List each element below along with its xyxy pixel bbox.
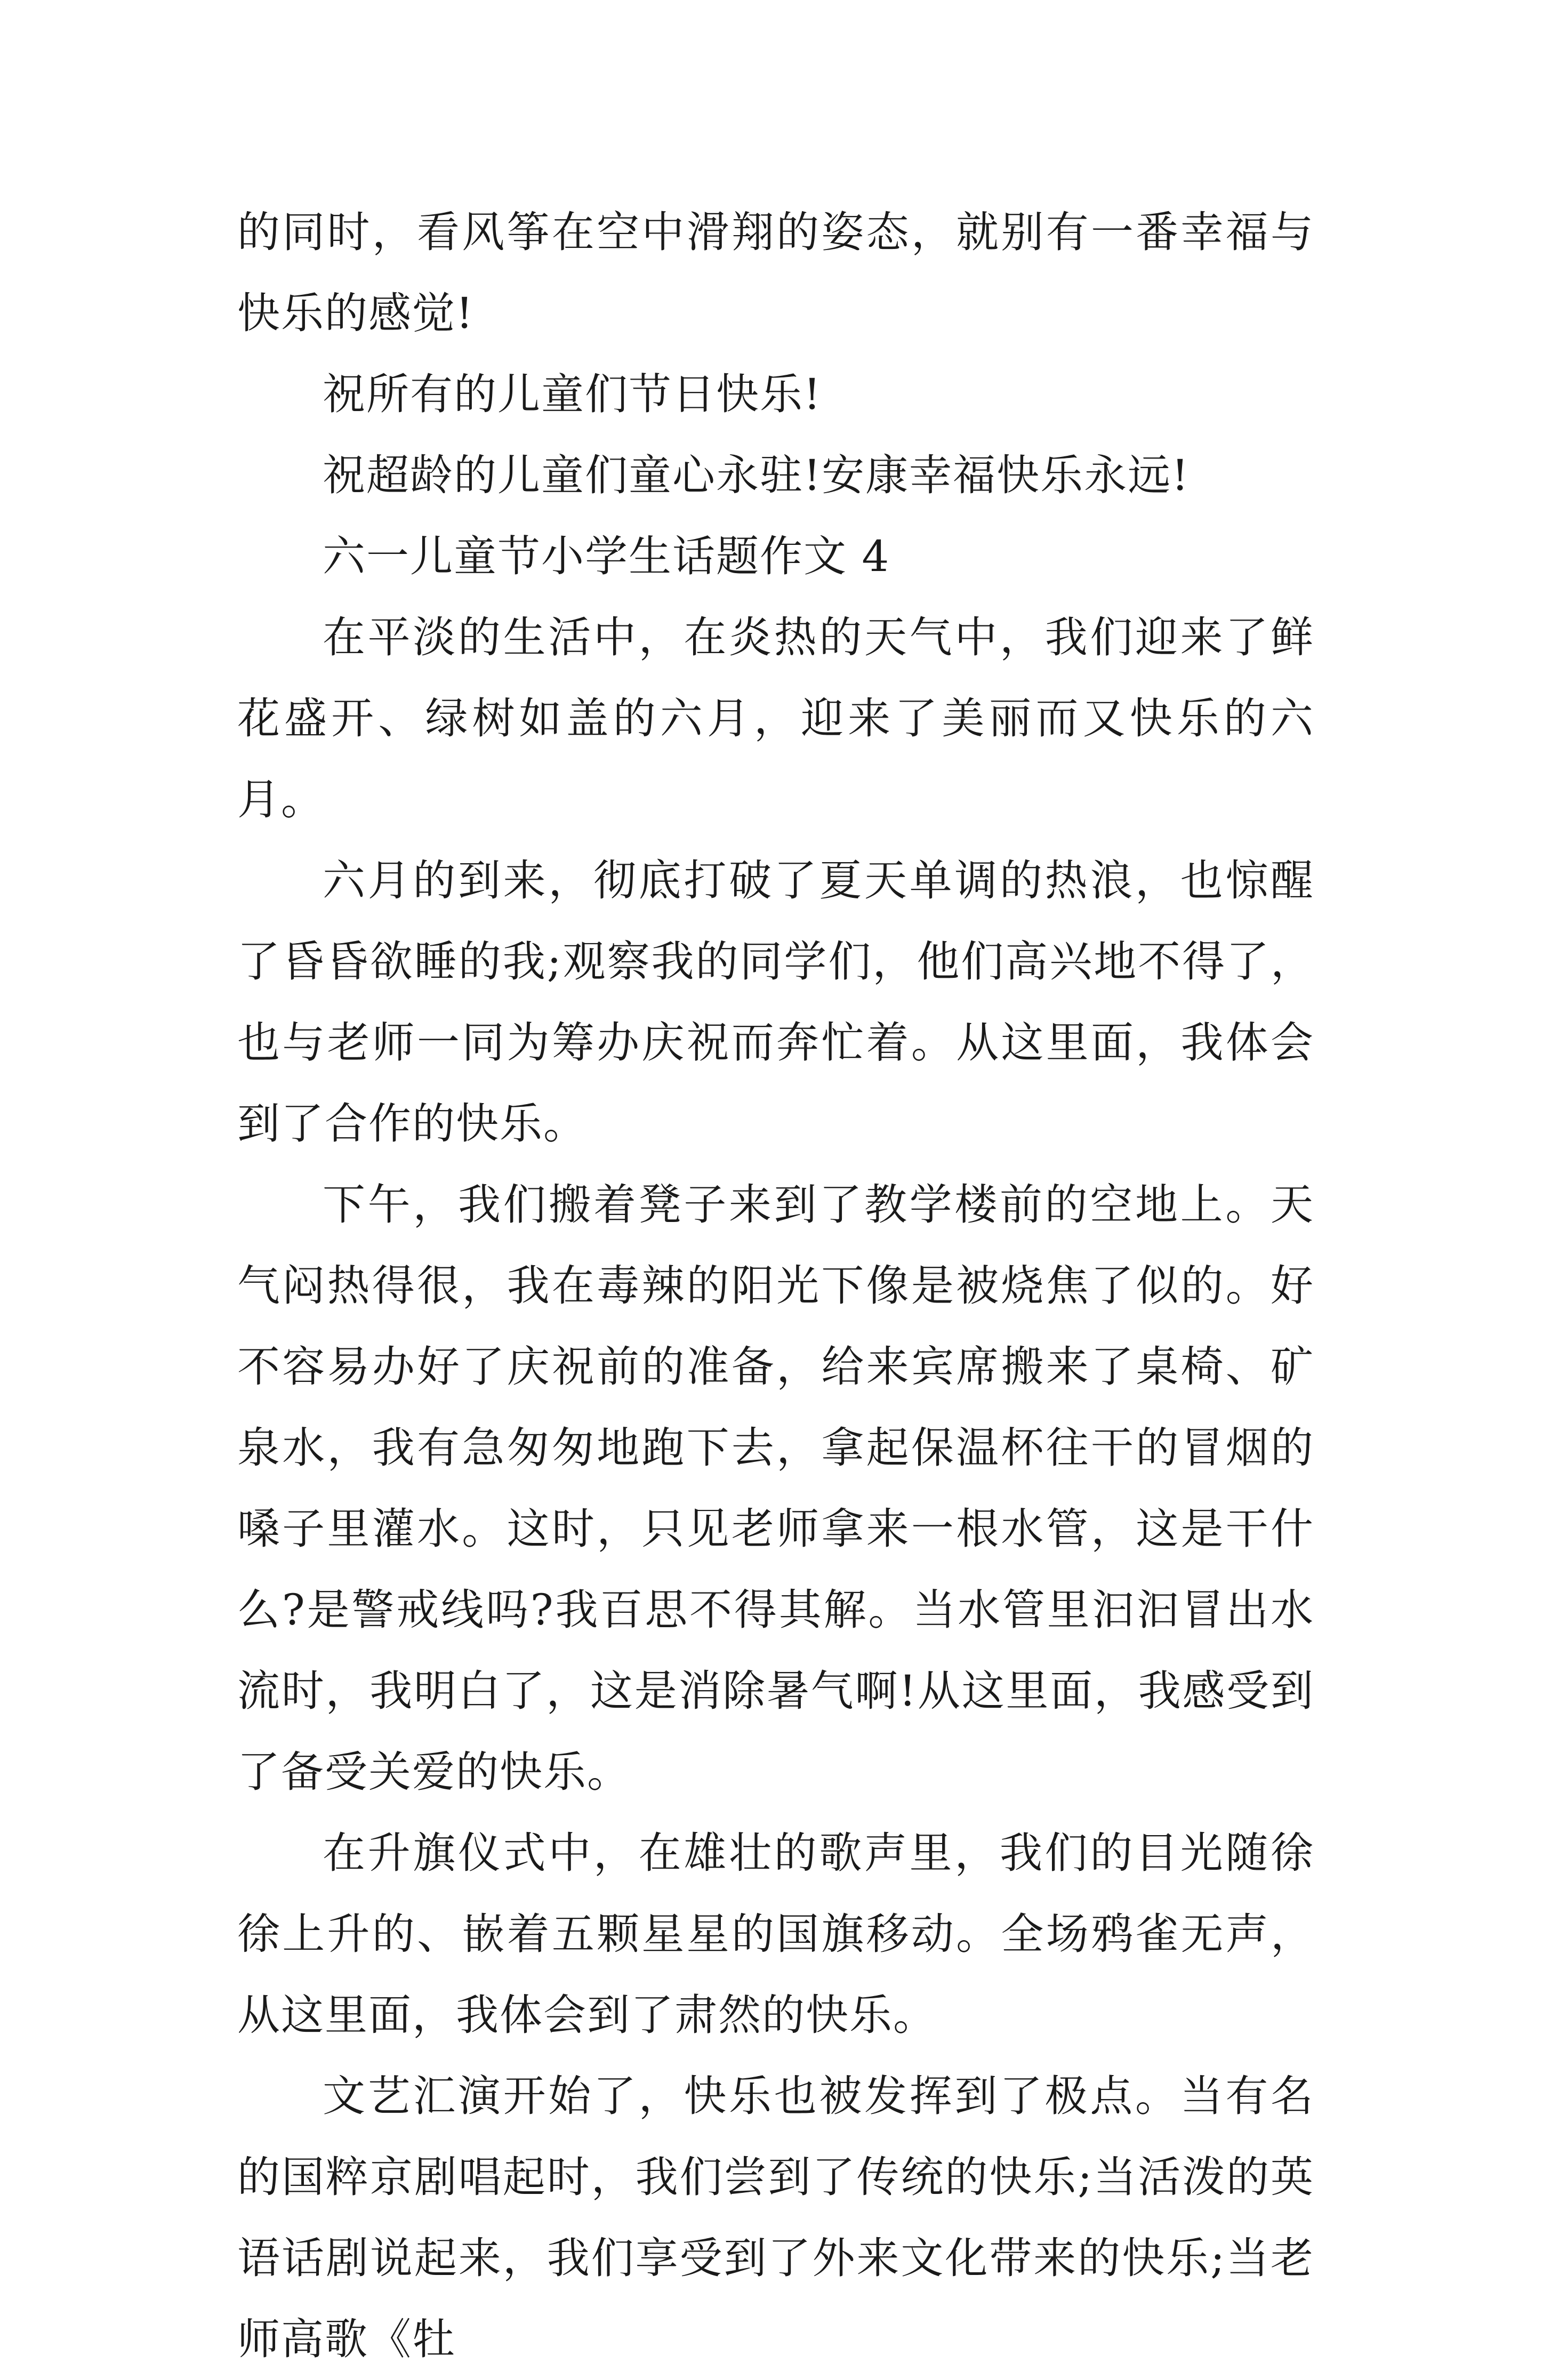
paragraph-wish-children: 祝所有的儿童们节日快乐!: [323, 369, 822, 419]
paragraph-continuation: 的同时，看风筝在空中滑翔的姿态，就别有一番幸福与快乐的感觉!: [237, 207, 1314, 338]
paragraph-intro: 在平淡的生活中，在炎热的天气中，我们迎来了鲜花盛开、绿树如盖的六月，迎来了美丽而又快乐的六月。: [237, 613, 1314, 824]
paragraph-wish-adults: 祝超龄的儿童们童心永驻!安康幸福快乐永远!: [323, 451, 1190, 500]
section-heading: 六一儿童节小学生话题作文 4: [323, 532, 890, 581]
paragraph-june-arrival: 六月的到来，彻底打破了夏天单调的热浪，也惊醒了昏昏欲睡的我;观察我的同学们，他们高兴地不得了，也与老师一同为筹办庆祝而奔忙着。从这里面，我体会到了合作的快乐。: [237, 856, 1314, 1148]
document-body: [237, 192, 1314, 2380]
paragraph-performance: 文艺汇演开始了，快乐也被发挥到了极点。当有名的国粹京剧唱起时，我们尝到了传统的快乐;当活泼的英语话剧说起来，我们享受到了外来文化带来的快乐;当老师高歌《牡: [237, 2071, 1314, 2364]
paragraph-flag-ceremony: 在升旗仪式中，在雄壮的歌声里，我们的目光随徐徐上升的、嵌着五颗星星的国旗移动。全场鸦雀无声，从这里面，我体会到了肃然的快乐。: [237, 1828, 1314, 2040]
paragraph-afternoon: 下午，我们搬着凳子来到了教学楼前的空地上。天气闷热得很，我在毒辣的阳光下像是被烧焦了似的。好不容易办好了庆祝前的准备，给来宾席搬来了桌椅、矿泉水，我有急匆匆地跑下去，拿起保温杯往干的冒烟的嗓子里灌水。这时，只见老师拿来一根水管，这是干什么?是警戒线吗?我百思不得其解。当水管里汩汩冒出水流时，我明白了，这是消除暑气啊!从这里面，我感受到了备受关爱的快乐。: [237, 1180, 1314, 1797]
